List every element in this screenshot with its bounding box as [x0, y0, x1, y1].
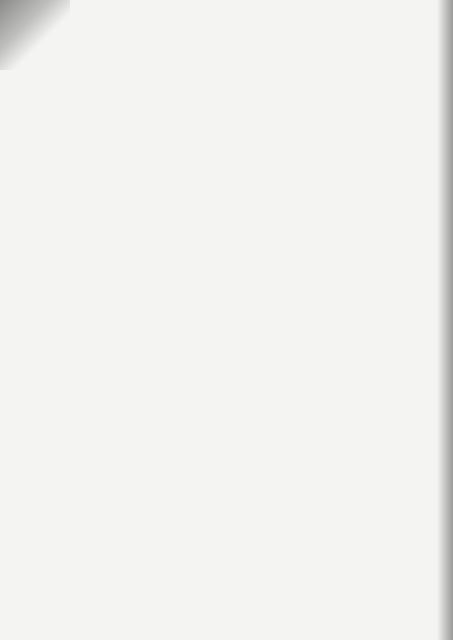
header-from: [90, 93, 136, 109]
header-vehicle-number: [26, 93, 88, 109]
header-reason: [186, 93, 426, 109]
header-to: [138, 93, 184, 109]
